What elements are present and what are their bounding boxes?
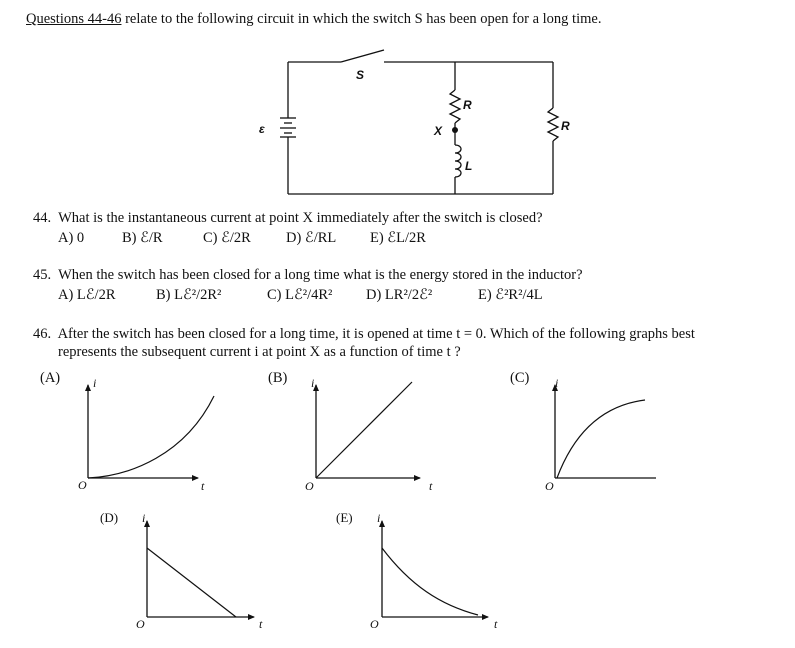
q44-choice-b: B) ℰ/R (122, 230, 163, 246)
q46-text-line2: represents the subsequent current i at point X as a function of time t ? (58, 344, 461, 360)
graph-e-origin: O (370, 617, 379, 631)
q45-choice-e: E) ℰ²R²/4L (478, 287, 543, 303)
graph-a-origin: O (78, 478, 87, 492)
graph-c-origin: O (545, 479, 554, 493)
graph-a-label: (A) (40, 370, 61, 386)
graph-d (136, 511, 263, 631)
graph-a-t: t (201, 479, 205, 493)
resistor2-label: R (561, 119, 570, 133)
graph-a (78, 376, 214, 493)
q45-choice-b: B) Lℰ²/2R² (156, 287, 222, 303)
q46-number: 46. (33, 326, 52, 342)
q44-text: What is the instantaneous current at point X immediately after the switch is closed? (58, 210, 543, 226)
graph-c-i: i (555, 376, 559, 390)
intro-body: relate to the following circuit in which the switch S has been open for a long time. (121, 11, 602, 27)
graph-b-line (316, 382, 412, 478)
q45-choice-d: D) LR²/2ℰ² (366, 287, 433, 303)
graph-e-label: (E) (336, 510, 353, 525)
graph-b-t: t (429, 479, 433, 493)
graph-d-t: t (259, 617, 263, 631)
q45-text: When the switch has been closed for a long time what is the energy stored in the inductor? (58, 267, 583, 283)
resistor1-label: R (463, 98, 472, 112)
questions-reference: Questions 44-46 (26, 11, 122, 27)
graph-b (305, 376, 433, 493)
q44-choice-c: C) ℰ/2R (203, 230, 251, 246)
graph-b-label: (B) (268, 370, 288, 386)
graph-d-line (147, 548, 236, 617)
graph-d-origin: O (136, 617, 145, 631)
graph-c-label: (C) (510, 370, 530, 386)
graph-e-i: i (377, 511, 381, 525)
emf-label: ε (259, 122, 265, 136)
graph-d-label: (D) (100, 510, 119, 525)
graph-e-curve (382, 548, 478, 615)
graph-e (370, 511, 498, 631)
q45-choice-c: C) Lℰ²/4R² (267, 287, 333, 303)
graph-b-origin: O (305, 479, 314, 493)
q44-choice-a: A) 0 (58, 230, 85, 246)
q44-choice-e: E) ℰL/2R (370, 230, 426, 246)
q44-number: 44. (33, 210, 52, 226)
graph-a-i: i (93, 376, 97, 390)
graph-b-i: i (311, 376, 315, 390)
q44-choice-d: D) ℰ/RL (286, 230, 337, 246)
q45-choice-a: A) Lℰ/2R (58, 287, 116, 303)
inductor-label: L (465, 159, 473, 173)
graph-c-curve (557, 400, 645, 478)
graph-c (545, 376, 656, 493)
switch-label: S (356, 68, 365, 82)
graph-a-curve (88, 396, 214, 478)
graph-d-i: i (142, 511, 146, 525)
point-x-label: X (434, 124, 443, 138)
q45-number: 45. (33, 267, 52, 283)
graph-e-t: t (494, 617, 498, 631)
q46-text: After the switch has been closed for a long time, it is opened at time t = 0. Which of the following graphs best (57, 326, 695, 342)
